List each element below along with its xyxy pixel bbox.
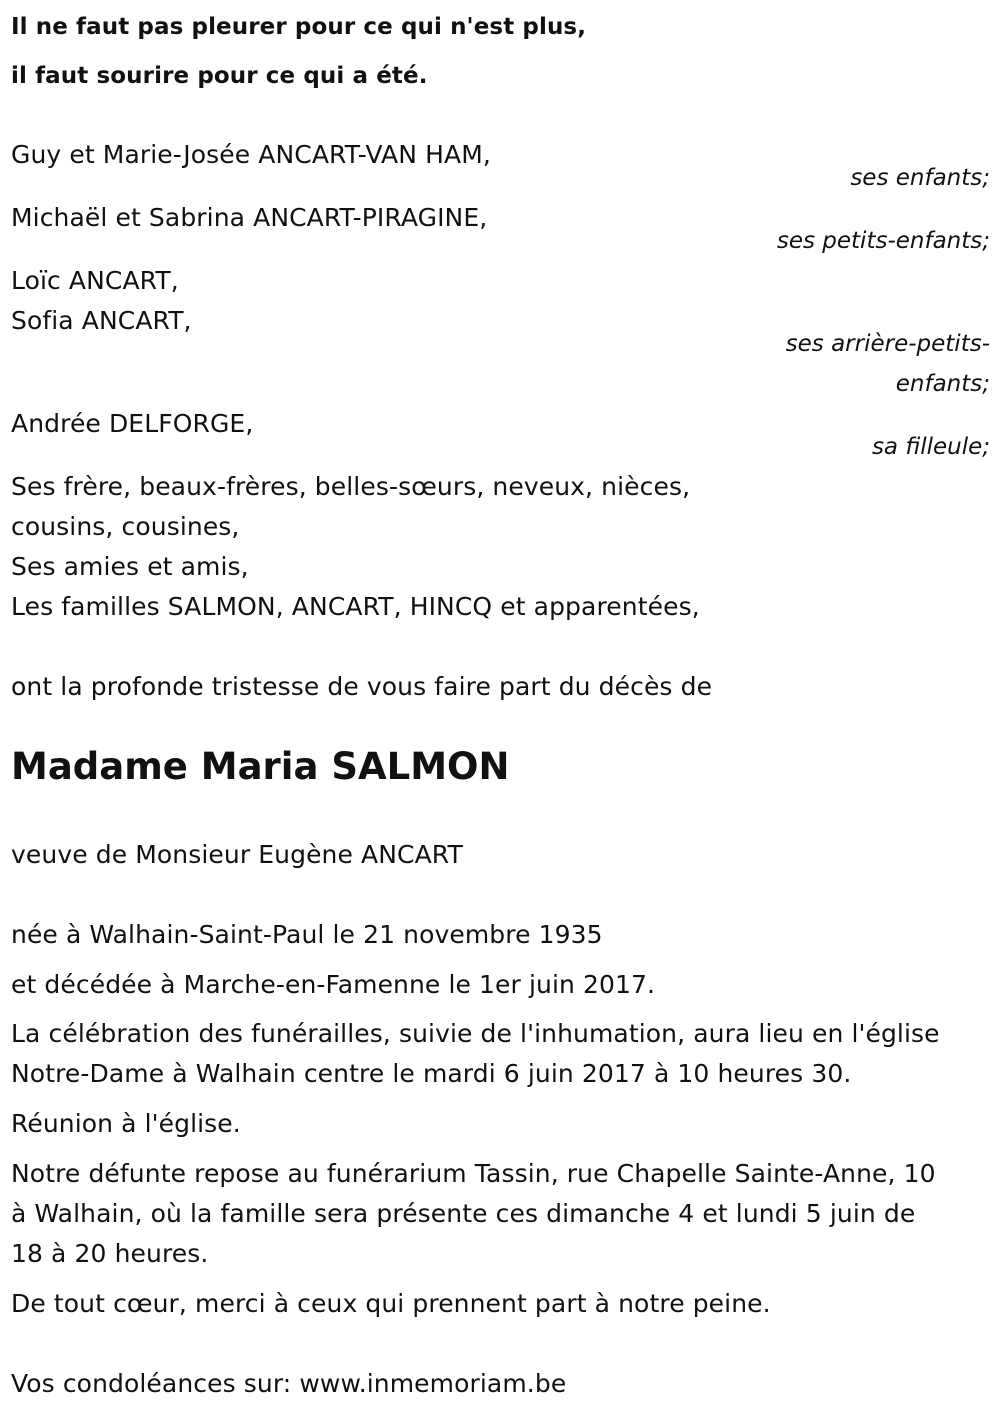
announcement-text: ont la profonde tristesse de vous faire part du décès de [11, 672, 713, 701]
great-grandchild-2: Sofia ANCART, [11, 306, 192, 335]
deceased-name: Madame Maria SALMON [11, 745, 510, 788]
children-role: ses enfants; [850, 165, 990, 191]
visitation-line-2: à Walhain, où la famille sera présente ces dimanche 4 et lundi 5 juin de [11, 1199, 916, 1228]
families-line: Les familles SALMON, ANCART, HINCQ et apparentées, [11, 592, 700, 621]
condolences-line: Vos condoléances sur: www.inmemoriam.be [11, 1369, 567, 1398]
goddaughter-name: Andrée DELFORGE, [11, 409, 254, 438]
visitation-line-3: 18 à 20 heures. [11, 1239, 209, 1268]
spouse-line: veuve de Monsieur Eugène ANCART [11, 840, 463, 869]
ceremony-line-1: La célébration des funérailles, suivie de l'inhumation, aura lieu en l'église [11, 1019, 940, 1048]
relatives-line-2: cousins, cousines, [11, 512, 240, 541]
goddaughter-role: sa filleule; [871, 434, 990, 460]
thanks-line: De tout cœur, merci à ceux qui prennent part à notre peine. [11, 1289, 771, 1318]
relatives-line-1: Ses frère, beaux-frères, belles-sœurs, neveux, nièces, [11, 472, 691, 501]
great-grandchildren-role-line-2: enfants; [895, 371, 990, 397]
grandchildren-role: ses petits-enfants; [776, 228, 990, 254]
grandchildren-names: Michaël et Sabrina ANCART-PIRAGINE, [11, 203, 488, 232]
meeting-line: Réunion à l'église. [11, 1109, 241, 1138]
great-grandchildren-role-line-1: ses arrière-petits- [785, 331, 990, 357]
friends-line: Ses amies et amis, [11, 552, 249, 581]
quote-line-2: il faut sourire pour ce qui a été. [11, 63, 428, 89]
visitation-line-1: Notre défunte repose au funérarium Tassin, rue Chapelle Sainte-Anne, 10 [11, 1159, 936, 1188]
quote-line-1: Il ne faut pas pleurer pour ce qui n'est plus, [11, 14, 587, 40]
death-line: et décédée à Marche-en-Famenne le 1er juin 2017. [11, 970, 656, 999]
great-grandchild-1: Loïc ANCART, [11, 266, 179, 295]
ceremony-line-2: Notre-Dame à Walhain centre le mardi 6 juin 2017 à 10 heures 30. [11, 1059, 852, 1088]
birth-line: née à Walhain-Saint-Paul le 21 novembre 1935 [11, 920, 603, 949]
children-names: Guy et Marie-Josée ANCART-VAN HAM, [11, 140, 491, 169]
